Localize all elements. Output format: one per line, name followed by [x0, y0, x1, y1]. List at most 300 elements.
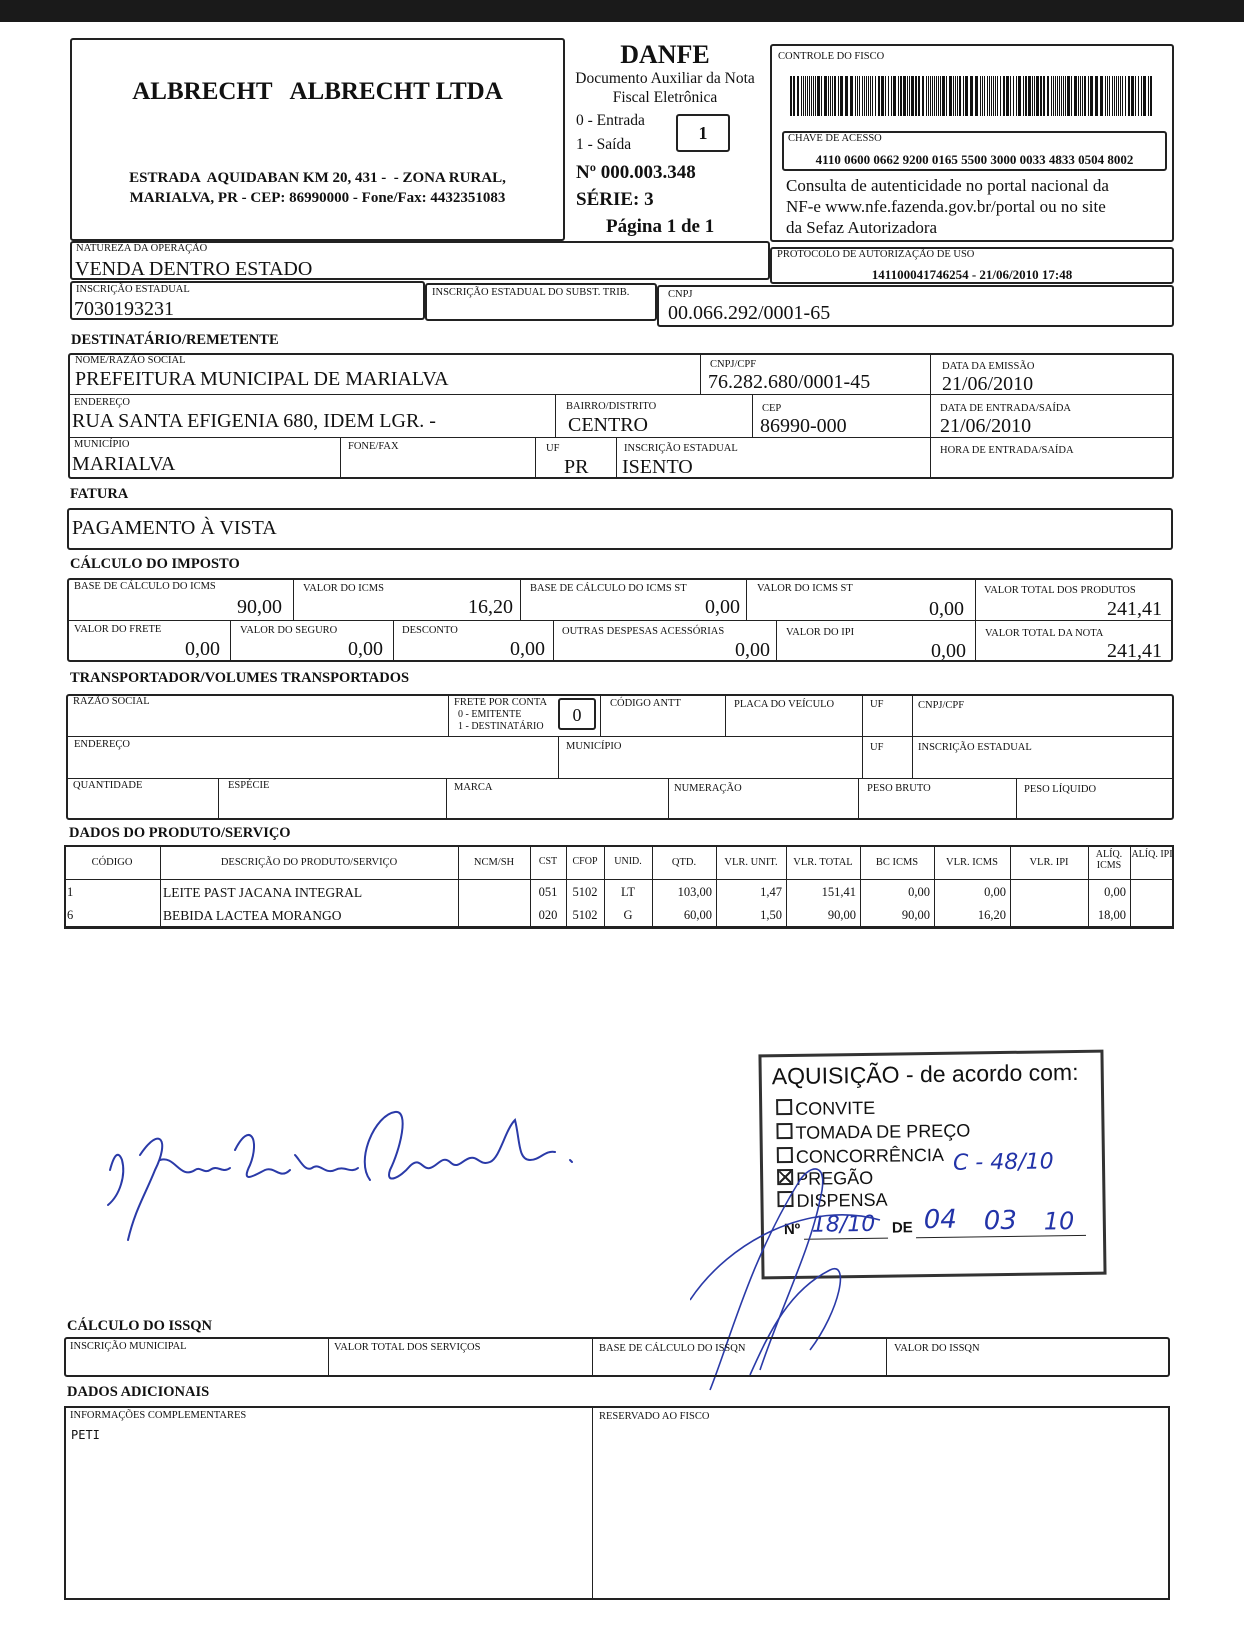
barcode-bar: [1016, 76, 1017, 116]
total-nota-value: 241,41: [1107, 640, 1162, 662]
transp-uf-label: UF: [870, 699, 884, 710]
barcode-bar: [926, 76, 927, 116]
barcode-bar: [980, 76, 981, 116]
base-icms-value: 90,00: [237, 596, 282, 618]
destinatario-section-title: DESTINATÁRIO/REMETENTE: [71, 332, 279, 348]
barcode-bar: [1006, 76, 1009, 116]
transp-div-4: [862, 694, 863, 778]
barcode-bar: [807, 76, 808, 116]
danfe-title: DANFE: [620, 40, 710, 69]
barcode-bar: [1148, 76, 1149, 116]
barcode-bar: [797, 76, 799, 116]
transportador-box: [66, 694, 1174, 820]
produtos-header-cell: QTD.: [671, 857, 697, 868]
checkbox-tomada-icon: [776, 1123, 792, 1139]
produtos-cell: 0,00: [984, 885, 1006, 899]
barcode-bar: [1088, 76, 1089, 116]
transp-div-2: [600, 694, 601, 736]
produtos-header-cell: CFOP: [572, 856, 598, 867]
hand-processo-code: C - 48/10: [952, 1149, 1054, 1176]
barcode-bar: [928, 76, 929, 116]
barcode-bar: [866, 76, 867, 116]
barcode-bar: [811, 76, 812, 116]
barcode-bar: [1141, 76, 1142, 116]
barcode-bar: [1095, 76, 1098, 116]
barcode-bar: [1084, 76, 1086, 116]
dest-cnpj-value: 76.282.680/0001-45: [708, 371, 871, 393]
barcode-bar: [1090, 76, 1093, 116]
issqn-im-label: INSCRIÇÃO MUNICIPAL: [70, 1341, 187, 1352]
produtos-header-cell: VLR. IPI: [1029, 857, 1069, 868]
fatura-section-title: FATURA: [70, 486, 129, 502]
barcode-bar: [875, 76, 876, 116]
barcode-bar: [1040, 76, 1042, 116]
chave-acesso-label: CHAVE DE ACESSO: [788, 133, 882, 144]
entrada-option: 0 - Entrada: [576, 112, 645, 129]
transp-div-8: [446, 778, 447, 820]
stamp-opt-tomada: [776, 1120, 970, 1142]
produtos-cell: 6: [67, 908, 74, 922]
imposto-div-c: [746, 578, 747, 620]
company-name: ALBRECHT ALBRECHT LTDA: [132, 78, 503, 105]
barcode-bar: [815, 76, 816, 116]
emitente-box: [70, 38, 565, 241]
barcode-bar: [830, 76, 831, 116]
frete-destinatario-label: 1 - DESTINATÁRIO: [458, 721, 544, 732]
consulta-line2: NF-e www.nfe.fazenda.gov.br/portal ou no site: [786, 197, 1106, 216]
produtos-header-cell: UNID.: [614, 856, 642, 867]
barcode-bar: [1051, 76, 1052, 116]
barcode-bar: [1112, 76, 1113, 116]
barcode-bar: [957, 76, 958, 116]
dest-col-divider-uf: [535, 437, 536, 479]
natureza-value: VENDA DENTRO ESTADO: [75, 258, 313, 280]
produtos-header-cell: ALÍQ. ICMS: [1095, 849, 1123, 871]
barcode-bar: [1080, 76, 1081, 116]
barcode-bar: [813, 76, 814, 116]
barcode-bar: [989, 76, 990, 116]
barcode-bar: [987, 76, 988, 116]
frete-value: 0,00: [185, 638, 220, 660]
quantidade-label: QUANTIDADE: [73, 780, 143, 791]
barcode-bar: [845, 76, 848, 116]
dest-bairro-value: CENTRO: [568, 414, 648, 436]
valor-icms-value: 16,20: [468, 596, 513, 618]
base-icms-label: BASE DE CÁLCULO DO ICMS: [74, 581, 216, 592]
produtos-cell: 5102: [572, 908, 598, 922]
barcode-bar: [1120, 76, 1121, 116]
produtos-cell: LT: [620, 885, 636, 899]
issqn-div-2: [592, 1337, 593, 1377]
barcode-bar: [803, 76, 804, 116]
barcode-bar: [997, 76, 998, 116]
transp-div-11: [1016, 778, 1017, 820]
produtos-cell: 051: [538, 885, 558, 899]
produtos-header-divider: [64, 879, 1174, 880]
dest-uf-label: UF: [546, 443, 560, 454]
barcode-bar: [857, 76, 858, 116]
barcode-bar: [1065, 76, 1066, 116]
issqn-vts-label: VALOR TOTAL DOS SERVIÇOS: [334, 1342, 481, 1353]
barcode-bar: [790, 76, 792, 116]
produtos-cell: 18,00: [1097, 908, 1126, 922]
imposto-div-d: [975, 578, 976, 662]
produtos-cell: LEITE PAST JACANA INTEGRAL: [163, 885, 363, 900]
danfe-subtitle-1: Documento Auxiliar da Nota: [575, 70, 755, 87]
barcode-bar: [878, 76, 880, 116]
issqn-section-title: CÁLCULO DO ISSQN: [67, 1318, 213, 1334]
outras-despesas-label: OUTRAS DESPESAS ACESSÓRIAS: [562, 626, 725, 637]
barcode-bar: [955, 76, 956, 116]
produtos-header-cell: CST: [538, 856, 558, 867]
barcode-bar: [1122, 76, 1123, 116]
transp-div-10: [858, 778, 859, 820]
barcode-bar: [1003, 76, 1005, 116]
transp-div-3: [725, 694, 726, 736]
barcode-bar: [1059, 76, 1060, 116]
barcode-bar: [934, 76, 935, 116]
barcode-bar: [975, 76, 978, 116]
barcode-bar: [1018, 76, 1021, 116]
barcode-bar: [862, 76, 863, 116]
issqn-div-3: [886, 1337, 887, 1377]
barcode-bar: [872, 76, 873, 116]
frete-por-conta-label: FRETE POR CONTA: [454, 697, 548, 708]
barcode-bar: [1000, 76, 1001, 116]
especie-label: ESPÉCIE: [228, 780, 270, 791]
barcode-bar: [1143, 76, 1146, 116]
total-produtos-value: 241,41: [1107, 598, 1162, 620]
dest-municipio-label: MUNICÍPIO: [74, 439, 130, 450]
produtos-header-cell: VLR. TOTAL: [793, 857, 853, 868]
valor-icms-st-label: VALOR DO ICMS ST: [757, 583, 853, 594]
barcode-bar: [940, 76, 941, 116]
protocolo-value: 141100041746254 - 21/06/2010 17:48: [871, 267, 1073, 282]
imposto-div-b: [520, 578, 521, 620]
info-complementares-label: INFORMAÇÕES COMPLEMENTARES: [70, 1410, 247, 1421]
barcode-bar: [838, 76, 839, 116]
barcode-bar: [1034, 76, 1035, 116]
barcode-bar: [801, 76, 802, 116]
barcode-bar: [1061, 76, 1062, 116]
produtos-cell: 90,00: [827, 908, 856, 922]
dest-col-divider-ie: [616, 437, 617, 479]
controle-fisco-label: CONTROLE DO FISCO: [778, 51, 885, 62]
barcode-bar: [1131, 76, 1134, 116]
peso-liquido-label: PESO LÍQUIDO: [1024, 784, 1097, 795]
total-produtos-label: VALOR TOTAL DOS PRODUTOS: [984, 585, 1136, 596]
barcode-bar: [984, 76, 985, 116]
produtos-cell: 103,00: [677, 885, 712, 899]
barcode-bar: [993, 76, 994, 116]
cnpj-emitente-label: CNPJ: [668, 289, 693, 300]
hand-numero: 18/10: [811, 1211, 876, 1238]
produtos-header-cell: ALÍQ. IPI: [1131, 849, 1173, 860]
barcode-bar: [893, 76, 896, 116]
barcode-bar: [859, 76, 860, 116]
transp-div-1: [448, 694, 449, 736]
barcode-bar: [1118, 76, 1119, 116]
chave-acesso-value: 4110 0600 0662 9200 0165 5500 3000 0033 4833 0504 8002: [815, 152, 1134, 167]
hand-mes: 03: [983, 1205, 1018, 1237]
barcode-bar: [824, 76, 827, 116]
produtos-cell: 020: [538, 908, 558, 922]
signature: [100, 1100, 620, 1260]
placa-label: PLACA DO VEÍCULO: [734, 699, 835, 710]
adicionais-section-title: DADOS ADICIONAIS: [67, 1384, 210, 1400]
antt-label: CÓDIGO ANTT: [610, 698, 681, 709]
produtos-cell: 151,41: [821, 885, 856, 899]
dest-endereco-label: ENDEREÇO: [74, 397, 130, 408]
imposto-div-h: [776, 620, 777, 662]
adicionais-divider: [592, 1406, 593, 1600]
barcode-bar: [898, 76, 899, 116]
hand-ano: 10: [1043, 1207, 1075, 1236]
dest-row-divider-2: [68, 437, 1174, 438]
barcode-bar: [1125, 76, 1126, 116]
outras-despesas-value: 0,00: [735, 639, 770, 661]
desconto-label: DESCONTO: [402, 625, 458, 636]
barcode-bar: [1071, 76, 1072, 116]
dest-ie-value: ISENTO: [622, 456, 693, 478]
produtos-header-cell: DESCRIÇÃO DO PRODUTO/SERVIÇO: [220, 857, 398, 868]
barcode-bar: [1013, 76, 1014, 116]
barcode-bar: [1047, 76, 1049, 116]
transp-ie-label: INSCRIÇÃO ESTADUAL: [918, 742, 1032, 753]
barcode-bar: [881, 76, 884, 116]
stamp-opt-pregao-label: PREGÃO: [796, 1167, 874, 1189]
barcode-bar: [885, 76, 886, 116]
produtos-cell: 16,20: [977, 908, 1006, 922]
valor-ipi-value: 0,00: [931, 640, 966, 662]
barcode-bar: [1078, 76, 1079, 116]
barcode-bar: [1032, 76, 1033, 116]
seguro-label: VALOR DO SEGURO: [240, 625, 338, 636]
issqn-div-1: [328, 1337, 329, 1377]
peso-bruto-label: PESO BRUTO: [867, 783, 931, 794]
barcode-bar: [1053, 76, 1054, 116]
pagina: Página 1 de 1: [606, 216, 715, 237]
barcode-bar: [909, 76, 910, 116]
transportador-section-title: TRANSPORTADOR/VOLUMES TRANSPORTADOS: [70, 670, 410, 686]
dest-emissao-value: 21/06/2010: [942, 373, 1034, 395]
barcode-bar: [946, 76, 947, 116]
produtos-section-title: DADOS DO PRODUTO/SERVIÇO: [69, 825, 291, 841]
imposto-div-g: [553, 620, 554, 662]
barcode-bar: [1055, 76, 1056, 116]
base-icms-st-value: 0,00: [705, 596, 740, 618]
barcode-bar: [1128, 76, 1130, 116]
tipo-nota-value: 1: [698, 123, 708, 143]
barcode-bar: [868, 76, 869, 116]
barcode-bar: [870, 76, 871, 116]
produtos-header-cell: BC ICMS: [875, 857, 919, 868]
dest-entrada-label: DATA DE ENTRADA/SAÍDA: [940, 403, 1071, 414]
barcode-bar: [959, 76, 961, 116]
base-icms-st-label: BASE DE CÁLCULO DO ICMS ST: [530, 583, 687, 594]
barcode-bar: [953, 76, 954, 116]
consulta-line1: Consulta de autenticidade no portal nacional da: [786, 176, 1109, 195]
nota-numero: Nº 000.003.348: [576, 162, 696, 183]
company-address-line1: ESTRADA AQUIDABAN KM 20, 431 - - ZONA RURAL,: [129, 170, 506, 186]
barcode-bar: [915, 76, 917, 116]
natureza-label: NATUREZA DA OPERAÇÃO: [76, 243, 208, 254]
barcode-bar: [918, 76, 920, 116]
barcode-bar: [991, 76, 992, 116]
barcode-bar: [1074, 76, 1077, 116]
produtos-cell: 0,00: [908, 885, 930, 899]
barcode-bar: [1023, 76, 1024, 116]
barcode-bar: [1010, 76, 1011, 116]
dest-ie-label: INSCRIÇÃO ESTADUAL: [624, 443, 738, 454]
dest-nome-label: NOME/RAZÃO SOCIAL: [75, 355, 186, 366]
dest-col-divider-fone: [340, 437, 341, 479]
produtos-cell: 1,50: [760, 908, 782, 922]
dest-entrada-value: 21/06/2010: [940, 415, 1032, 437]
marca-label: MARCA: [454, 782, 493, 793]
barcode-bar: [1150, 76, 1152, 116]
transp-razao-label: RAZÃO SOCIAL: [73, 696, 150, 707]
frete-label: VALOR DO FRETE: [74, 624, 162, 635]
transp-div-9: [668, 778, 669, 820]
ie-label: INSCRIÇÃO ESTADUAL: [76, 284, 190, 295]
barcode-bar: [922, 76, 924, 116]
dest-fone-label: FONE/FAX: [348, 441, 399, 452]
barcode-bar: [1138, 76, 1139, 116]
barcode-bar: [1063, 76, 1064, 116]
imposto-section-title: CÁLCULO DO IMPOSTO: [70, 556, 240, 572]
barcode-bar: [963, 76, 964, 116]
barcode-bar: [1114, 76, 1115, 116]
consulta-line3: da Sefaz Autorizadora: [786, 218, 938, 237]
barcode-bar: [821, 76, 822, 116]
stamp-title: AQUISIÇÃO - de acordo com:: [771, 1058, 1079, 1090]
produtos-cell: 1,47: [760, 885, 782, 899]
ie-value: 7030193231: [74, 298, 174, 320]
produtos-header-cell: CÓDIGO: [91, 857, 133, 868]
barcode-bar: [1116, 76, 1117, 116]
barcode-bar: [1025, 76, 1027, 116]
numeracao-label: NUMERAÇÃO: [674, 783, 742, 794]
dest-col-divider-cep: [752, 394, 753, 437]
produtos-cell: G: [623, 908, 633, 922]
barcode-bar: [840, 76, 843, 116]
imposto-div-e: [230, 620, 231, 662]
transp-row-divider-2: [66, 778, 1174, 779]
stamp-opt-convite: [776, 1098, 875, 1118]
produtos-cell: 60,00: [683, 908, 712, 922]
transp-endereco-label: ENDEREÇO: [74, 739, 130, 750]
barcode-bar: [949, 76, 952, 116]
total-nota-label: VALOR TOTAL DA NOTA: [985, 628, 1104, 639]
barcode-bar: [932, 76, 933, 116]
stamp-n-label: Nº: [783, 1220, 801, 1239]
protocolo-label: PROTOCOLO DE AUTORIZAÇÃO DE USO: [777, 249, 975, 260]
barcode-bar: [805, 76, 806, 116]
barcode-bar: [828, 76, 829, 116]
barcode-bar: [864, 76, 865, 116]
transp-div-7: [218, 778, 219, 820]
valor-icms-st-value: 0,00: [929, 598, 964, 620]
barcode-bar: [900, 76, 902, 116]
barcode-bar: [817, 76, 820, 116]
checkbox-convite-icon: [776, 1099, 792, 1115]
barcode-bar: [850, 76, 853, 116]
barcode-bar: [930, 76, 931, 116]
barcode: [790, 76, 1155, 116]
transp-cnpj-label: CNPJ/CPF: [918, 700, 965, 711]
dest-cep-label: CEP: [762, 403, 782, 414]
barcode-bar: [1043, 76, 1045, 116]
barcode-bar: [832, 76, 833, 116]
dest-col-divider-bairro: [555, 394, 556, 437]
barcode-bar: [793, 76, 795, 116]
imposto-div-a: [293, 578, 294, 620]
barcode-bar: [1109, 76, 1110, 116]
barcode-bar: [888, 76, 889, 116]
dest-municipio-value: MARIALVA: [72, 453, 176, 475]
stamp-opt-concorrencia-label: CONCORRÊNCIA: [795, 1144, 945, 1167]
barcode-bar: [938, 76, 939, 116]
barcode-bar: [1105, 76, 1106, 116]
dest-hora-label: HORA DE ENTRADA/SAÍDA: [940, 445, 1074, 456]
barcode-bar: [995, 76, 996, 116]
produtos-header-cell: NCM/SH: [473, 857, 515, 868]
barcode-bar: [1082, 76, 1083, 116]
dest-col-divider-date: [930, 353, 931, 479]
barcode-bar: [834, 76, 836, 116]
barcode-bar: [1036, 76, 1039, 116]
reservado-fisco-label: RESERVADO AO FISCO: [599, 1411, 710, 1422]
company-address-line2: MARIALVA, PR - CEP: 86990000 - Fone/Fax: 4432351083: [129, 190, 506, 206]
danfe-subtitle-2: Fiscal Eletrônica: [612, 89, 718, 106]
dest-nome-value: PREFEITURA MUNICIPAL DE MARIALVA: [75, 368, 449, 390]
produtos-header-cell: VLR. UNIT.: [724, 857, 778, 868]
dest-emissao-label: DATA DA EMISSÃO: [942, 361, 1035, 372]
stamp-opt-dispensa-label: DISPENSA: [796, 1189, 888, 1211]
produtos-cell: 1: [67, 885, 74, 899]
cnpj-emitente-value: 00.066.292/0001-65: [668, 302, 831, 324]
barcode-bar: [903, 76, 906, 116]
frete-emitente-label: 0 - EMITENTE: [458, 709, 522, 720]
dest-cnpj-label: CNPJ/CPF: [710, 359, 757, 370]
adicionais-box: [64, 1406, 1170, 1600]
barcode-bar: [970, 76, 973, 116]
barcode-bar: [965, 76, 968, 116]
barcode-bar: [1067, 76, 1070, 116]
barcode-bar: [942, 76, 945, 116]
saida-option: 1 - Saída: [576, 136, 632, 153]
barcode-bar: [1028, 76, 1031, 116]
imposto-row-divider: [67, 620, 1173, 621]
stamp-de-label: DE: [891, 1219, 913, 1237]
produtos-header-cell: VLR. ICMS: [946, 857, 998, 868]
fatura-value: PAGAMENTO À VISTA: [72, 517, 277, 539]
dest-cep-value: 86990-000: [760, 415, 847, 437]
dest-bairro-label: BAIRRO/DISTRITO: [566, 401, 657, 412]
barcode-bar: [907, 76, 908, 116]
barcode-bar: [936, 76, 937, 116]
nota-serie: SÉRIE: 3: [576, 189, 654, 210]
barcode-bar: [1135, 76, 1136, 116]
info-complementares-value: PETI: [71, 1428, 100, 1442]
barcode-bar: [809, 76, 810, 116]
produtos-cell: 90,00: [901, 908, 930, 922]
transp-uf2-label: UF: [870, 742, 884, 753]
valor-icms-label: VALOR DO ICMS: [303, 583, 384, 594]
produtos-cell: BEBIDA LACTEA MORANGO: [163, 908, 342, 923]
issqn-valor-label: VALOR DO ISSQN: [894, 1343, 980, 1354]
